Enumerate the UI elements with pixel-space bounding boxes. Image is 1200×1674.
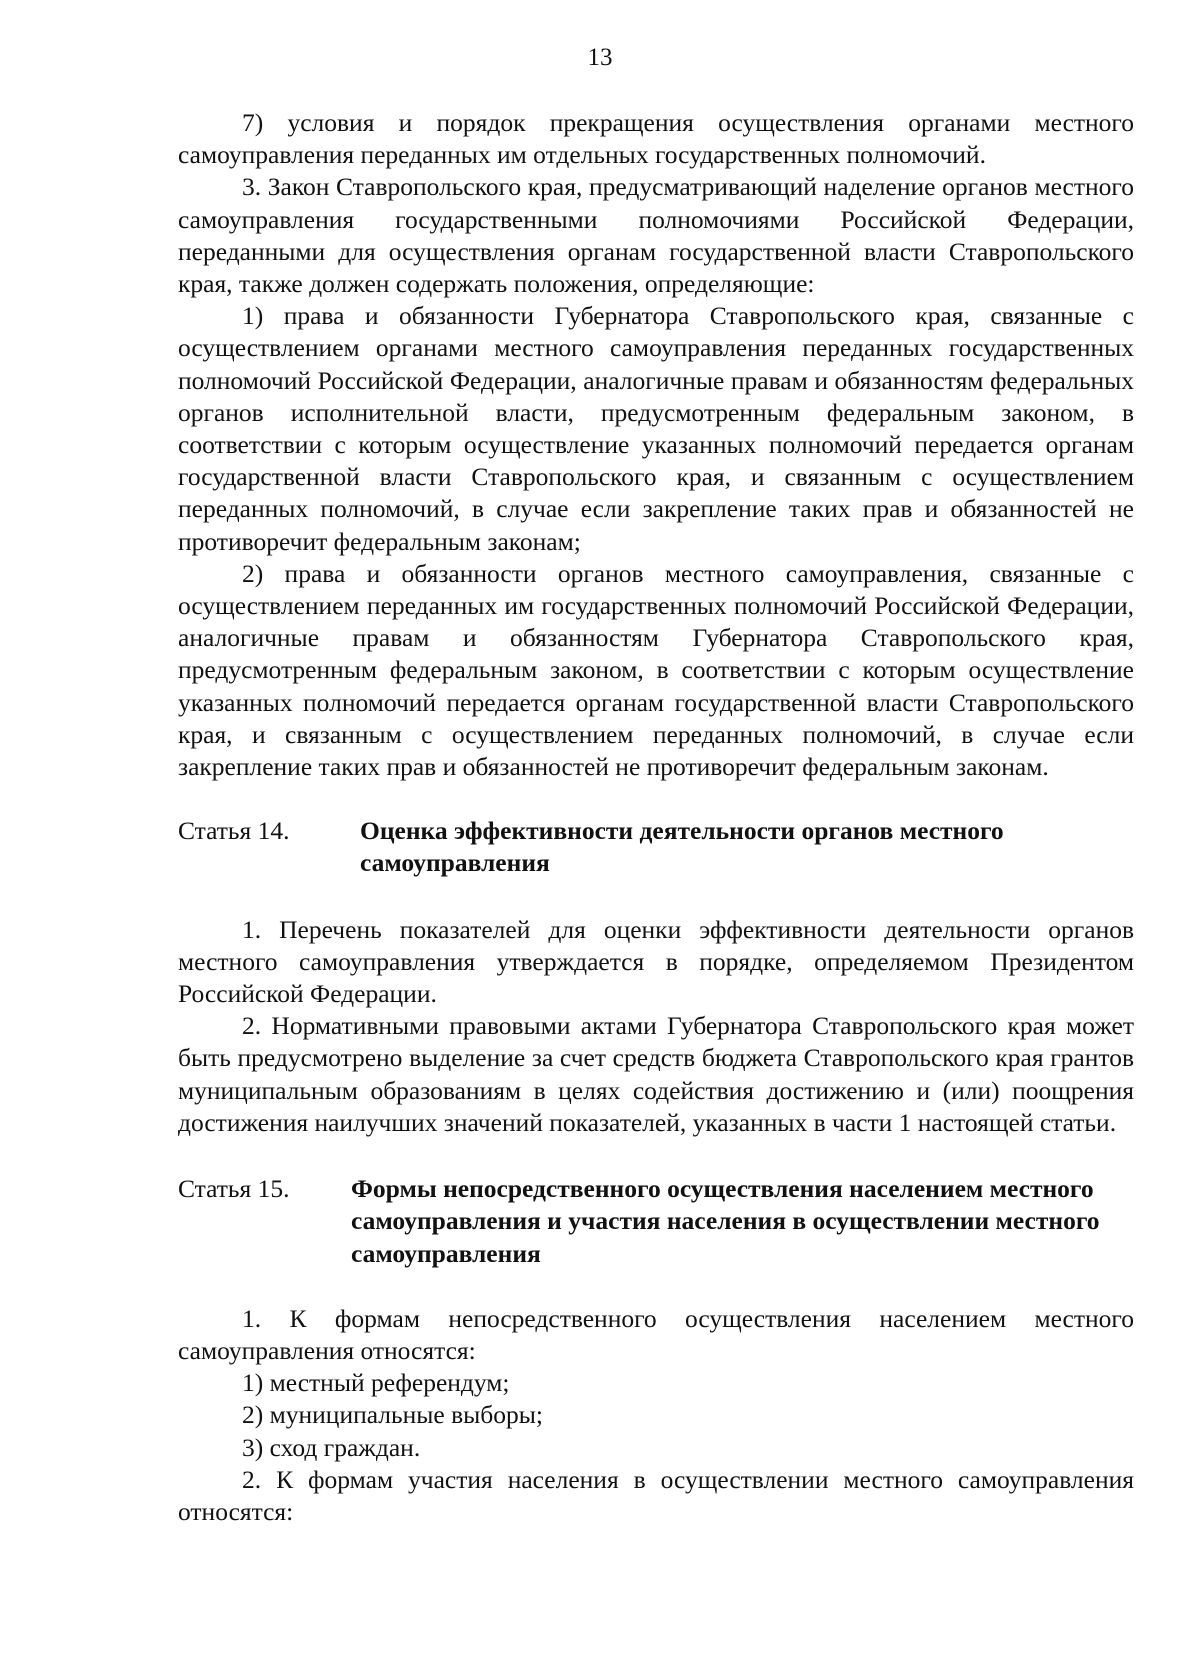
article-14-paragraph-2: 2. Нормативными правовыми актами Губернатора Ставропольского края может быть предусмотрено выделение за счет средств бюджета Ставропольского края грантов муниципальным образованиям в целях содействия достижению и (или) поощрения достижения наилучших значений показателей, указанных в части 1 настоящей статьи. (178, 1011, 1134, 1137)
document-body (178, 107, 1134, 1528)
article-15-label: Статья 15. (178, 1174, 290, 1204)
article-14-title: Оценка эффективности деятельности органов местного самоуправления (360, 816, 1004, 878)
article-15-title: Формы непосредственного осуществления населением местного самоуправления и участия населения в осуществлении местного самоуправления (351, 1174, 1100, 1268)
article-14-label: Статья 14. (178, 816, 290, 846)
article-15-list-item-3: 3) сход граждан. (242, 1432, 421, 1462)
paragraph-item-7: 7) условия и порядок прекращения осуществления органами местного самоуправления переданных им отдельных государственных полномочий. (178, 108, 1134, 170)
article-14-heading (178, 815, 1134, 879)
article-15-list-item-2: 2) муниципальные выборы; (242, 1400, 543, 1430)
article-14-paragraph-1: 1. Перечень показателей для оценки эффективности деятельности органов местного самоуправления утверждается в порядке, определяемом Президентом Российской Федерации. (178, 914, 1134, 1009)
paragraph-section-3: 3. Закон Ставропольского края, предусматривающий наделение органов местного самоуправления государственными полномочиями Российской Федерации, переданными для осуществления органам государственной власти Ставропольского края, также должен содержать положения, определяющие: (178, 172, 1134, 299)
article-15-paragraph-1: 1. К формам непосредственного осуществления населением местного самоуправления относятся: (178, 1303, 1134, 1365)
article-15-paragraph-2: 2. К формам участия населения в осуществлении местного самоуправления относятся: (178, 1464, 1134, 1526)
paragraph-item-1: 1) права и обязанности Губернатора Ставропольского края, связанные с осуществлением органами местного самоуправления переданных государственных полномочий Российской Федерации, аналогичные правам и обязанностям федеральных органов исполнительной власти, предусмотренным федеральным законом, в соответствии с которым осуществление указанных полномочий передается органам государственной власти Ставропольского края, и связанным с осуществлением переданных полномочий, в случае если закрепление таких прав и обязанностей не противоречит федеральным законам; (178, 301, 1134, 556)
article-15-list-item-1: 1) местный референдум; (242, 1368, 510, 1398)
paragraph-item-2: 2) права и обязанности органов местного самоуправления, связанные с осуществлением переданных им государственных полномочий Российской Федерации, аналогичные правам и обязанностям Губернатора Ставропольского края, предусмотренным федеральным законом, в соответствии с которым осуществление указанных полномочий передается органам государственной власти Ставропольского края, и связанным с осуществлением переданных полномочий, в случае если закрепление таких прав и обязанностей не противоречит федеральным законам. (178, 558, 1134, 782)
article-15-heading (178, 1173, 1134, 1270)
page-number: 13 (587, 44, 613, 71)
